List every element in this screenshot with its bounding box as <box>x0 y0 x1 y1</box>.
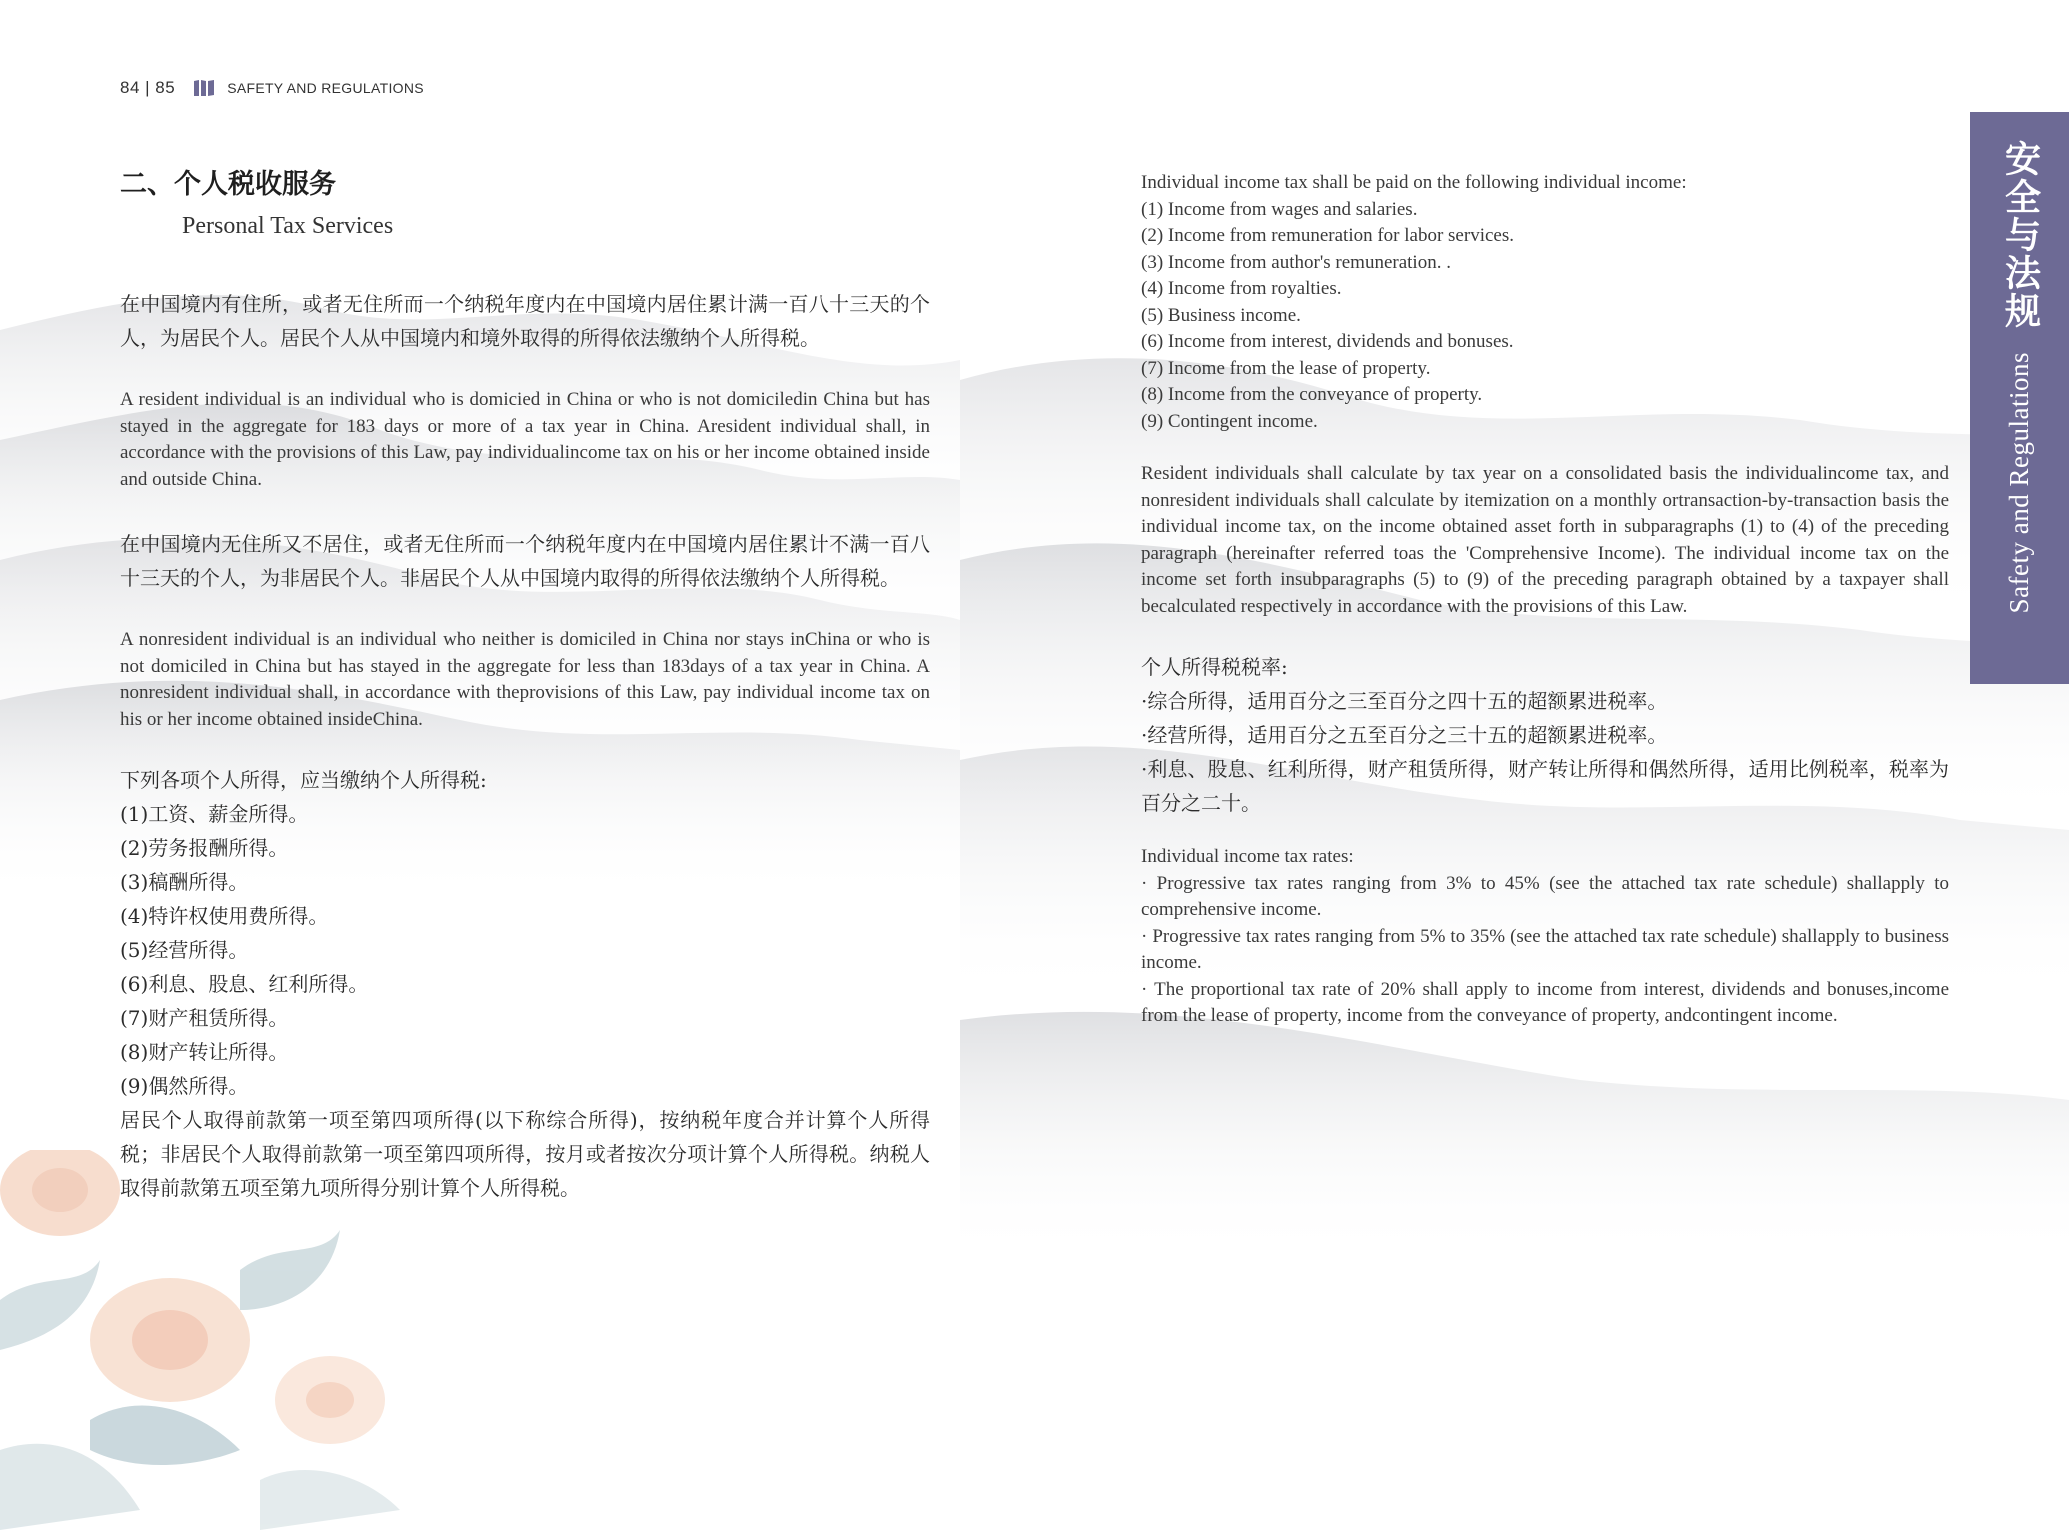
tax-rates-en <box>1141 844 1949 1030</box>
income-list-cn <box>120 763 930 1205</box>
list-item: (1)工资、薪金所得。 <box>120 802 309 826</box>
section-title-en: Personal Tax Services <box>182 213 394 239</box>
rate-item-cn: ·利息、股息、红利所得，财产租赁所得，财产转让所得和偶然所得，适用比例税率，税率为百分之二十。 <box>1141 757 1949 815</box>
list-item: (2) Income from remuneration for labor services. <box>1141 225 1514 246</box>
list-item: (5) Business income. <box>1141 304 1301 326</box>
paragraph-cn-1: 在中国境内有住所，或者无住所而一个纳税年度内在中国境内居住累计满一百八十三天的个人，为居民个人。居民个人从中国境内和境外取得的所得依法缴纳个人所得税。 <box>120 292 930 350</box>
list-item: (9) Contingent income. <box>1141 410 1318 432</box>
right-column <box>1141 170 1949 1030</box>
list-item: (4) Income from royalties. <box>1141 278 1342 299</box>
rates-title-cn: 个人所得税税率: <box>1141 655 1288 679</box>
rate-item-en: · Progressive tax rates ranging from 5% to 35% (see the attached tax rate schedule) shallapply to business income. <box>1141 925 1949 973</box>
list-item: (6)利息、股息、红利所得。 <box>120 972 369 996</box>
list-item: (3) Income from author's remuneration. . <box>1141 251 1451 273</box>
rate-item-cn: ·综合所得，适用百分之三至百分之四十五的超额累进税率。 <box>1141 689 1668 713</box>
page-numbers: 84 | 85 <box>120 78 176 97</box>
income-list-en <box>1141 170 1949 435</box>
side-tab-cn: 安全与法规 <box>1999 140 2041 330</box>
flower-illustration <box>0 1150 420 1530</box>
list-item: (8)财产转让所得。 <box>120 1040 289 1064</box>
rates-title-en: Individual income tax rates: <box>1141 846 1354 867</box>
side-tab <box>1970 112 2069 684</box>
paragraph-cn-2: 在中国境内无住所又不居住，或者无住所而一个纳税年度内在中国境内居住累计不满一百八十三天的个人，为非居民个人。非居民个人从中国境内取得的所得依法缴纳个人所得税。 <box>120 532 930 590</box>
paragraph-en-3: Resident individuals shall calculate by tax year on a consolidated basis the individualincome tax, and nonresident individuals shall calculate by itemization on a monthly ortransaction-by-transaction basis the individual income tax, on the income obtained asset forth in subparagraphs (1) to (4) of the preceding paragraph (hereinafter referred toas the 'Comprehensive Income). The individual income tax on the income set forth insubparagraphs (5) to (9) of the preceding paragraph obtained by a taxpayer shall becalculated respectively in accordance with the provisions of this Law. <box>1141 463 1949 617</box>
section-title-cn: 二、个人税收服务 <box>120 169 336 200</box>
section-label: SAFETY AND REGULATIONS <box>227 80 424 96</box>
rate-item-en: · The proportional tax rate of 20% shall apply to income from interest, dividends and bonuses,income from the lease of property, income from the conveyance of property, andcontingent income. <box>1141 978 1949 1026</box>
list-item: (8) Income from the conveyance of property. <box>1141 384 1483 405</box>
list-item: (6) Income from interest, dividends and bonuses. <box>1141 331 1514 352</box>
list-item: (7)财产租赁所得。 <box>120 1006 289 1030</box>
tax-rates-cn <box>1141 650 1949 820</box>
list-item: (9)偶然所得。 <box>120 1074 249 1098</box>
list-intro-en: Individual income tax shall be paid on the following individual income: <box>1141 172 1687 193</box>
list-item: (7) Income from the lease of property. <box>1141 357 1431 379</box>
left-column <box>120 165 930 1205</box>
side-tab-en: Safety and Regulations <box>2004 352 2034 614</box>
list-item: (2)劳务报酬所得。 <box>120 836 289 860</box>
rate-item-cn: ·经营所得，适用百分之五至百分之三十五的超额累进税率。 <box>1141 723 1668 747</box>
book-icon <box>193 79 215 97</box>
list-item: (4)特许权使用费所得。 <box>120 904 329 928</box>
paragraph-cn-3: 居民个人取得前款第一项至第四项所得(以下称综合所得)，按纳税年度合并计算个人所得税；非居民个人取得前款第一项至第四项所得，按月或者按次分项计算个人所得税。纳税人取得前款第五项至第九项所得分别计算个人所得税。 <box>120 1108 930 1200</box>
list-item: (1) Income from wages and salaries. <box>1141 198 1418 220</box>
rate-item-en: · Progressive tax rates ranging from 3% to 45% (see the attached tax rate schedule) shallapply to comprehensive income. <box>1141 872 1949 920</box>
list-item: (3)稿酬所得。 <box>120 870 249 894</box>
paragraph-en-1: A resident individual is an individual who is domicied in China or who is not domiciledin China but has stayed in the aggregate for 183 days or more of a tax year in China. Aresident individual shall, in accordance with the provisions of this Law, pay individualincome tax on his or her income obtained inside and outside China. <box>120 389 930 490</box>
list-intro-cn: 下列各项个人所得，应当缴纳个人所得税: <box>120 768 487 792</box>
page-header <box>120 74 424 102</box>
paragraph-en-2: A nonresident individual is an individual who neither is domiciled in China nor stays inChina or who is not domiciled in China but has stayed in the aggregate for less than 183days of a tax year in China. A nonresident individual shall, in accordance with theprovisions of this Law, pay individual income tax on his or her income obtained insideChina. <box>120 629 930 730</box>
list-item: (5)经营所得。 <box>120 938 249 962</box>
